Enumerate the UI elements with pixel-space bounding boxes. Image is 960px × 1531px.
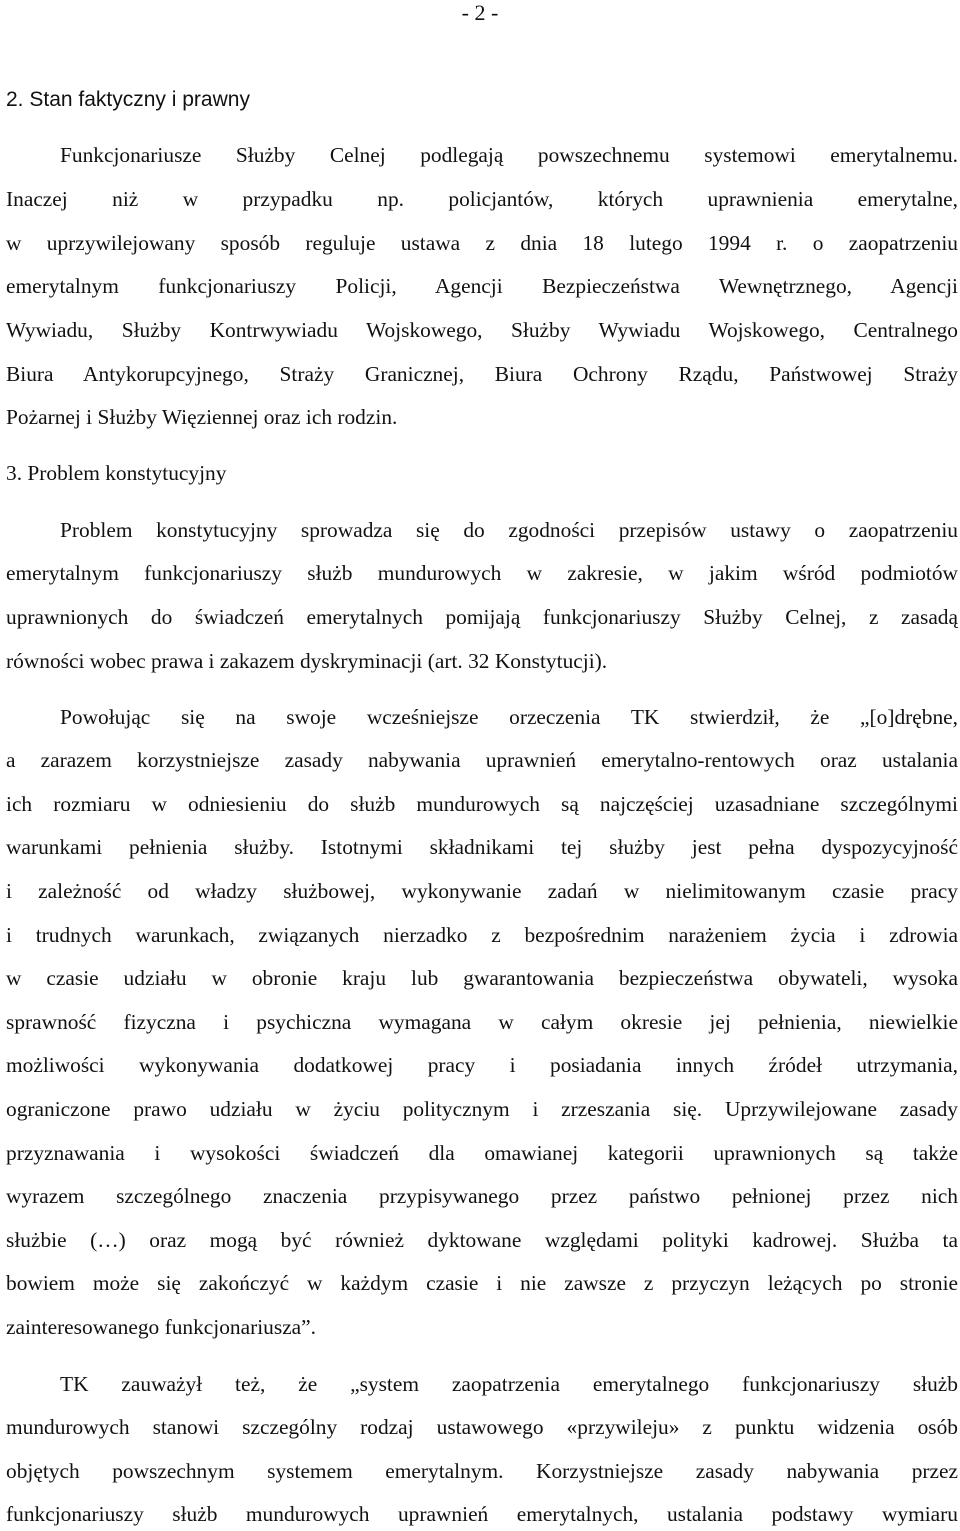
paragraph-line: ograniczone prawo udziału w życiu politycznym i zrzeszania się. Uprzywilejowane zasady bbox=[6, 1097, 958, 1121]
paragraph-line: służbie (…) oraz mogą być również dyktowane względami polityki kadrowej. Służba ta bbox=[6, 1228, 958, 1252]
paragraph-line: Funkcjonariusze Służby Celnej podlegają powszechnemu systemowi emerytalnemu. bbox=[60, 143, 958, 167]
paragraph-line: Problem konstytucyjny sprowadza się do zgodności przepisów ustawy o zaopatrzeniu bbox=[60, 518, 958, 542]
paragraph-line: ich rozmiaru w odniesieniu do służb mundurowych są najczęściej uzasadniane szczególnymi bbox=[6, 792, 958, 816]
paragraph-line: równości wobec prawa i zakazem dyskryminacji (art. 32 Konstytucji). bbox=[6, 649, 608, 673]
section-2-heading: 2. Stan faktyczny i prawny bbox=[6, 88, 250, 111]
paragraph-line: w czasie udziału w obronie kraju lub gwarantowania bezpieczeństwa obywateli, wysoka bbox=[6, 966, 958, 990]
page-number: - 2 - bbox=[461, 0, 499, 25]
paragraph-line: Inaczej niż w przypadku np. policjantów, których uprawnienia emerytalne, bbox=[6, 187, 958, 211]
paragraph-line: emerytalnym funkcjonariuszy służb mundurowych w zakresie, w jakim wśród podmiotów bbox=[6, 561, 958, 585]
paragraph-line: a zarazem korzystniejsze zasady nabywania uprawnień emerytalno-rentowych oraz ustalania bbox=[6, 748, 958, 772]
paragraph-line: TK zauważył też, że „system zaopatrzenia emerytalnego funkcjonariuszy służb bbox=[60, 1372, 958, 1396]
paragraph-line: funkcjonariuszy służb mundurowych uprawnień emerytalnych, ustalania podstawy wymiaru bbox=[6, 1502, 958, 1526]
paragraph-line: przyznawania i wysokości świadczeń dla omawianej kategorii uprawnionych są także bbox=[6, 1141, 958, 1165]
paragraph-line: emerytalnym funkcjonariuszy Policji, Agencji Bezpieczeństwa Wewnętrznego, Agencji bbox=[6, 274, 958, 298]
paragraph-line: w uprzywilejowany sposób reguluje ustawa z dnia 18 lutego 1994 r. o zaopatrzeniu bbox=[6, 231, 958, 255]
paragraph-line: Biura Antykorupcyjnego, Straży Granicznej, Biura Ochrony Rządu, Państwowej Straży bbox=[6, 362, 958, 386]
paragraph-line: Powołując się na swoje wcześniejsze orzeczenia TK stwierdził, że „[o]drębne, bbox=[60, 705, 958, 729]
section-3-heading: 3. Problem konstytucyjny bbox=[6, 461, 227, 485]
paragraph-line: uprawnionych do świadczeń emerytalnych pomijają funkcjonariuszy Służby Celnej, z zasadą bbox=[6, 605, 958, 629]
paragraph-line: zainteresowanego funkcjonariusza”. bbox=[6, 1315, 317, 1339]
paragraph-line: mundurowych stanowi szczególny rodzaj ustawowego «przywileju» z punktu widzenia osób bbox=[6, 1415, 958, 1439]
paragraph-line: Pożarnej i Służby Więziennej oraz ich rodzin. bbox=[6, 405, 398, 429]
paragraph-line: wyrazem szczególnego znaczenia przypisywanego przez państwo pełnionej przez nich bbox=[6, 1184, 958, 1208]
paragraph-line: Wywiadu, Służby Kontrwywiadu Wojskowego, Służby Wywiadu Wojskowego, Centralnego bbox=[6, 318, 958, 342]
paragraph-line: i trudnych warunkach, związanych nierzadko z bezpośrednim narażeniem życia i zdrowia bbox=[6, 923, 958, 947]
paragraph-line: bowiem może się zakończyć w każdym czasie i nie zawsze z przyczyn leżących po stronie bbox=[6, 1271, 958, 1295]
paragraph-line: możliwości wykonywania dodatkowej pracy i posiadania innych źródeł utrzymania, bbox=[6, 1053, 958, 1077]
paragraph-line: warunkami pełnienia służby. Istotnymi składnikami tej służby jest pełna dyspozycyjność bbox=[6, 835, 958, 859]
paragraph-line: objętych powszechnym systemem emerytalnym. Korzystniejsze zasady nabywania przez bbox=[6, 1459, 958, 1483]
paragraph-line: i zależność od władzy służbowej, wykonywanie zadań w nielimitowanym czasie pracy bbox=[6, 879, 958, 903]
paragraph-line: sprawność fizyczna i psychiczna wymagana w całym okresie jej pełnienia, niewielkie bbox=[6, 1010, 958, 1034]
